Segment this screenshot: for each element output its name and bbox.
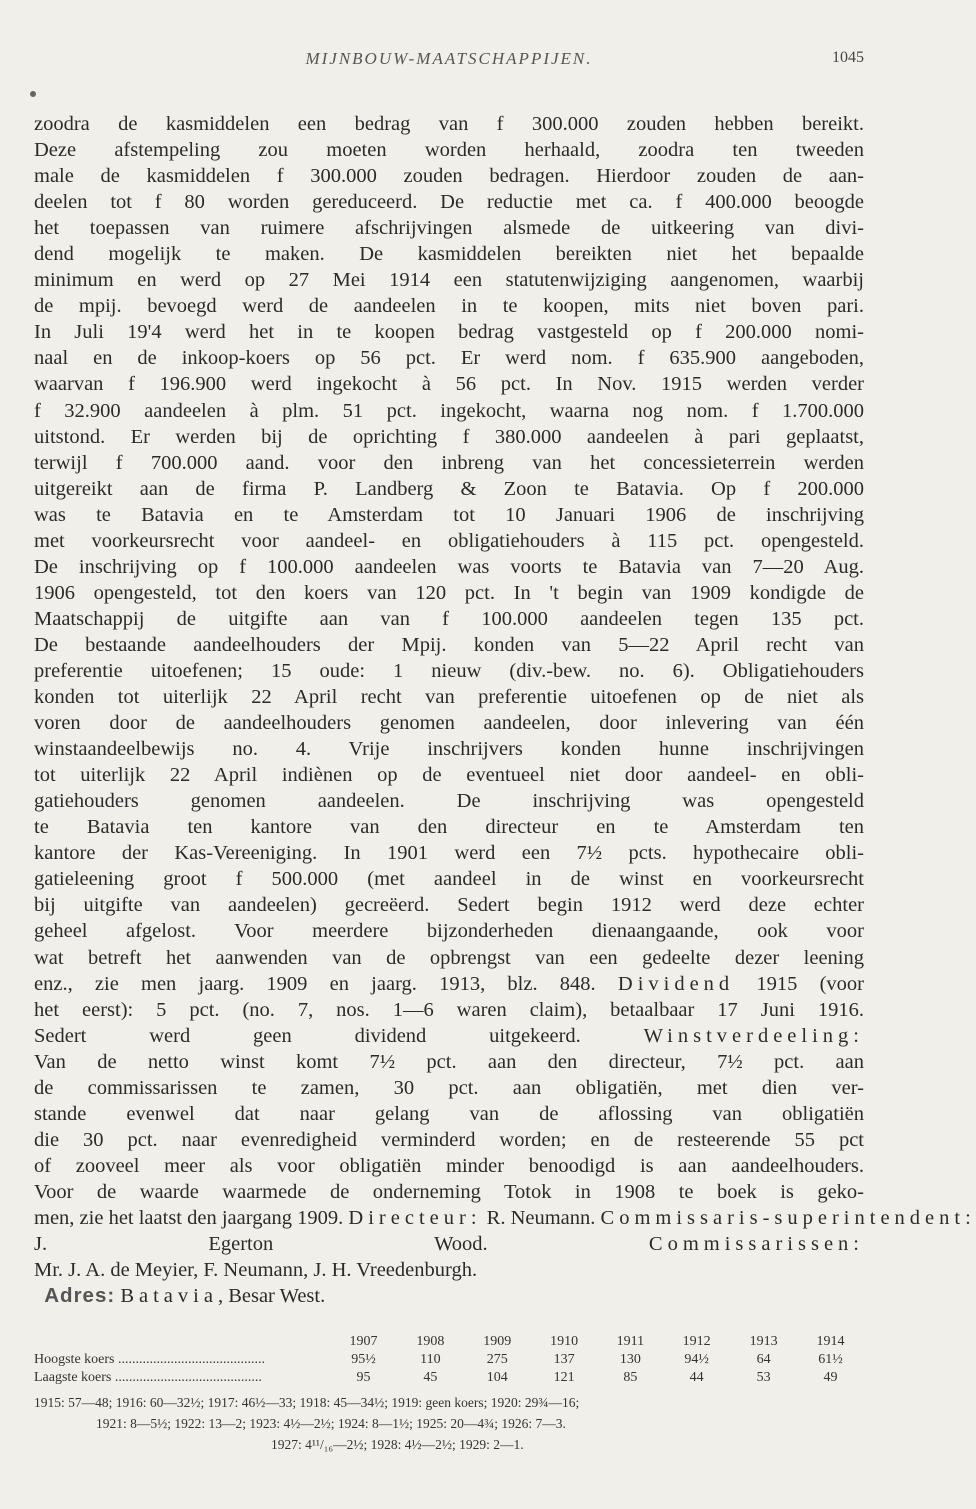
text-line: kantore der Kas-Vereeniging. In 1901 werd een 7½ pcts. hypothecaire obli- (34, 842, 864, 865)
text-line: tot uiterlijk 22 April indiènen op de eventueel niet door aandeel- en obli- (34, 764, 864, 787)
text-line: deelen tot f 80 worden gereduceerd. De reductie met ca. f 400.000 beoogde (34, 191, 864, 214)
text-line: of zooveel meer als voor obligatiën minder benoodigd is aan aandeelhouders. (34, 1154, 864, 1177)
text-line: In Juli 19'4 werd het in te koopen bedrag vastgesteld op f 200.000 nomi- (34, 321, 864, 344)
text-line: terwijl f 700.000 aand. voor den inbreng van het concessieterrein werden (34, 451, 864, 474)
commissaris-line (34, 1231, 864, 1257)
text-line: het eerst): 5 pct. (no. 7, nos. 1—6 waren claim), betaalbaar 17 Juni 1916. (34, 998, 864, 1021)
adres-label: Adres: (44, 1284, 116, 1308)
year-cell: 1914 (816, 1334, 845, 1349)
year-cell: 1909 (483, 1334, 512, 1349)
commissarissen-names: Mr. J. A. de Meyier, F. Neumann, J. H. Vreedenburgh. (34, 1259, 478, 1282)
table-cell: 49 (823, 1370, 838, 1385)
text-line: geheel afgelost. Voor meerdere bijzonderheden dienaangaande, ook voor (34, 920, 864, 943)
table-cell: 110 (420, 1352, 441, 1367)
dividend-line (34, 971, 864, 997)
commissarissen-label: Commissarissen: (648, 1233, 864, 1256)
text-line: waarvan f 196.900 werd ingekocht à 56 pct. In Nov. 1915 werden verder (34, 373, 864, 396)
text-line: gatiehouders genomen aandeelen. De inschrijving was opengesteld (34, 790, 864, 813)
text-line: dend mogelijk te maken. De kasmiddelen bereikten niet het bepaalde (34, 243, 864, 266)
commissaris-label: Commissaris-superintendent: (600, 1206, 976, 1229)
text-line: 1906 opengesteld, tot den koers van 120 pct. In 't begin van 1909 kondigde de (34, 581, 864, 604)
ink-speck (30, 91, 36, 97)
text-line: male de kasmiddelen f 300.000 zouden bedragen. Hierdoor zouden de aan- (34, 165, 864, 188)
winstverdeeling-label: Winstverdeeling: (643, 1024, 864, 1047)
table-cell: 95½ (351, 1352, 376, 1367)
text-line: voren door de aandeelhouders genomen aandeelen, door inlevering van één (34, 712, 864, 735)
text-line: Maatschappij de uitgifte aan van f 100.000 aandeelen tegen 135 pct. (34, 607, 864, 630)
directeur-name: R. Neumann. (486, 1206, 596, 1229)
text-line: bij uitgifte van aandeelen) gecreëerd. Sedert begin 1912 werd deze echter (34, 894, 864, 917)
table-row (34, 1351, 864, 1369)
text-line: gatieleening groot f 500.000 (met aandeel in de winst en voorkeursrecht (34, 868, 864, 891)
text-line: die 30 pct. naar evenredigheid verminderd worden; en de resteerende 55 pct (34, 1128, 864, 1151)
page-header (34, 49, 864, 75)
table-cell: 85 (623, 1370, 638, 1385)
text-line: was te Batavia en te Amsterdam tot 10 Januari 1906 de inschrijving (34, 503, 864, 526)
table-cell: 45 (423, 1370, 438, 1385)
table-cell: 94½ (684, 1352, 709, 1367)
adres-city: Batavia (120, 1285, 218, 1308)
koers-footnote: 1927: 4¹¹/₁₆—2½; 1928: 4½—2½; 1929: 2—1. (271, 1437, 524, 1452)
text-line: uitstond. Er werden bij de oprichting f 380.000 aandeelen à pari geplaatst, (34, 425, 864, 448)
text-line: minimum en werd op 27 Mei 1914 een statutenwijziging aangenomen, waarbij (34, 269, 864, 292)
table-cell: 275 (486, 1352, 508, 1367)
adres-line (34, 1283, 864, 1309)
table-cell: 95 (356, 1370, 371, 1385)
text-line: Van de netto winst komt 7½ pct. aan den directeur, 7½ pct. aan (34, 1050, 864, 1073)
year-cell: 1910 (550, 1334, 579, 1349)
table-cell: 64 (756, 1352, 771, 1367)
adres-street: , Besar West. (217, 1285, 326, 1308)
year-cell: 1911 (616, 1334, 645, 1349)
dividend-label: Dividend (617, 972, 735, 995)
text-line: Deze afstempeling zou moeten worden herhaald, zoodra ten tweeden (34, 139, 864, 162)
text-line-fragment: men, zie het laatst den jaargang 1909. (34, 1206, 344, 1229)
text-line: f 32.900 aandeelen à plm. 51 pct. ingekocht, waarna nog nom. f 1.700.000 (34, 399, 864, 422)
row-label: Laagste koers .......................................... (34, 1370, 262, 1385)
table-row (34, 1369, 864, 1387)
commissaris-name: J. Egerton Wood. (34, 1233, 488, 1256)
text-line: wat betreft het aanwenden van de opbrengst van een gedeelte dezer leening (34, 946, 864, 969)
text-line: naal en de inkoop-koers op 56 pct. Er werd nom. f 635.900 aangeboden, (34, 347, 864, 370)
text-line: De bestaande aandeelhouders der Mpij. konden van 5—22 April recht van (34, 633, 864, 656)
koers-header-row (34, 1333, 864, 1351)
text-line: Voor de waarde waarmede de onderneming Totok in 1908 te boek is geko- (34, 1180, 864, 1203)
text-line: de commissarissen te zamen, 30 pct. aan obligatiën, met dien ver- (34, 1076, 864, 1099)
text-line: stande evenwel dat naar gelang van de aflossing van obligatiën (34, 1102, 864, 1125)
koers-footnote: 1921: 8—5½; 1922: 13—2; 1923: 4½—2½; 1924: 8—1½; 1925: 20—4¾; 1926: 7—3. (96, 1416, 566, 1431)
text-line: konden tot uiterlijk 22 April recht van preferentie uitoefenen op de niet als (34, 686, 864, 709)
page-number: 1045 (832, 49, 864, 66)
koers-table (34, 1333, 864, 1387)
text-line: winstaandeelbewijs no. 4. Vrije inschrijvers konden hunne inschrijvingen (34, 738, 864, 761)
text-line: het toepassen van ruimere afschrijvingen alsmede de uitkeering van divi- (34, 217, 864, 240)
running-head: MIJNBOUW-MAATSCHAPPIJEN. (305, 49, 593, 68)
directeur-label: Directeur: (348, 1206, 482, 1229)
row-label: Hoogste koers .......................................... (34, 1352, 265, 1367)
table-cell: 130 (619, 1352, 641, 1367)
directeur-line (34, 1205, 976, 1231)
koers-footnotes (34, 1392, 864, 1455)
table-cell: 61½ (818, 1352, 843, 1367)
table-cell: 44 (689, 1370, 704, 1385)
body-text (34, 111, 976, 1309)
koers-footnote: 1915: 57—48; 1916: 60—32½; 1917: 46½—33; 1918: 45—34½; 1919: geen koers; 1920: 29¾—16; (34, 1395, 580, 1410)
table-cell: 137 (553, 1352, 575, 1367)
dividend-text: 1915 (voor (734, 972, 864, 995)
text-line: preferentie uitoefenen; 15 oude: 1 nieuw (div.-bew. no. 6). Obligatiehouders (34, 659, 864, 682)
table-cell: 104 (486, 1370, 508, 1385)
text-line: De inschrijving op f 100.000 aandeelen was voorts te Batavia van 7—20 Aug. (34, 555, 864, 578)
text-line-fragment: Sedert werd geen dividend uitgekeerd. (34, 1024, 581, 1047)
text-line-fragment: enz., zie men jaarg. 1909 en jaarg. 1913, blz. 848. (34, 972, 596, 995)
winst-heading-line (34, 1023, 864, 1049)
text-line: met voorkeursrecht voor aandeel- en obligatiehouders à 115 pct. opengesteld. (34, 529, 864, 552)
text-line: uitgereikt aan de firma P. Landberg & Zoon te Batavia. Op f 200.000 (34, 477, 864, 500)
year-cell: 1912 (682, 1334, 711, 1349)
year-cell: 1913 (749, 1334, 778, 1349)
year-cell: 1908 (416, 1334, 445, 1349)
text-line: de mpij. bevoegd werd de aandeelen in te koopen, mits niet boven pari. (34, 295, 864, 318)
text-line: zoodra de kasmiddelen een bedrag van f 300.000 zouden hebben bereikt. (34, 113, 864, 135)
table-cell: 53 (756, 1370, 771, 1385)
table-cell: 121 (553, 1370, 575, 1385)
year-cell: 1907 (349, 1334, 378, 1349)
text-line: te Batavia ten kantore van den directeur en te Amsterdam ten (34, 816, 864, 839)
